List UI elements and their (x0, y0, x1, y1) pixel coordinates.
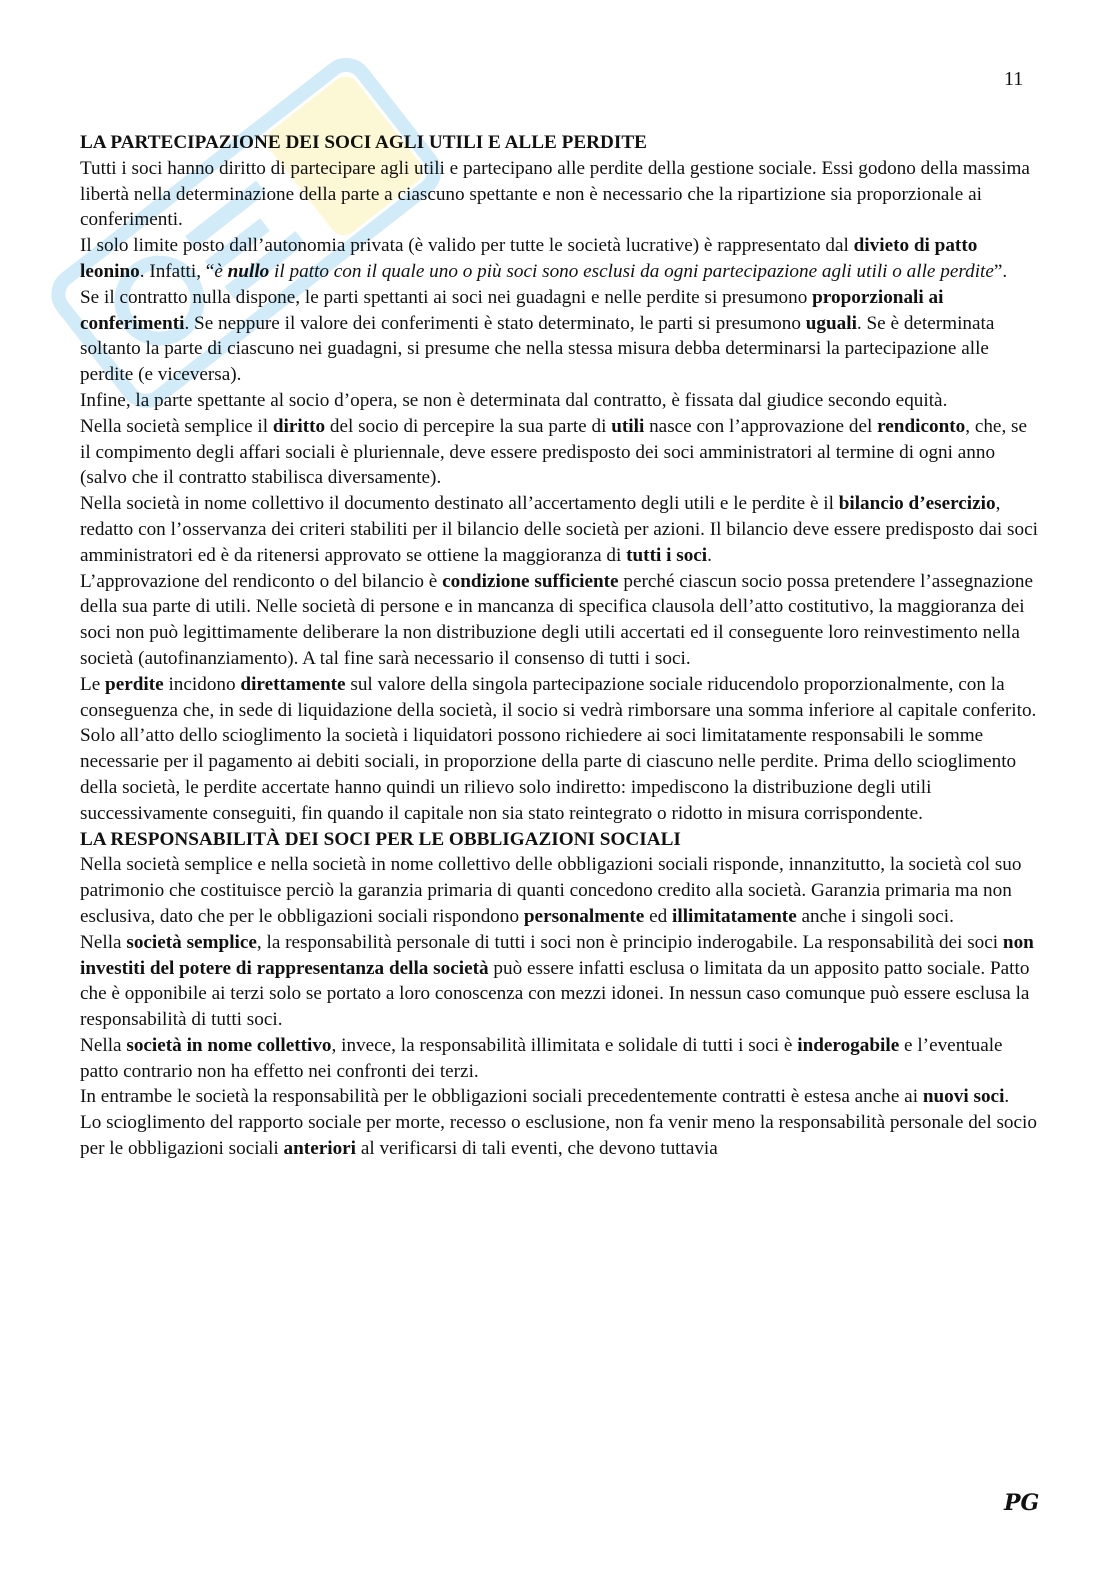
text-run: Lo scioglimento del rapporto sociale per morte, recesso o esclusione, non fa venir meno la responsabilità personale del socio per le obbligazioni sociali (80, 1112, 1037, 1160)
text-run: , redatto con l’osservanza dei criteri stabiliti per il bilancio delle società per azioni. Il bilancio deve essere predisposto dai soci amministratori ed è da ritenersi approvato se ottiene la maggioranza di (80, 493, 1038, 566)
text-run: . Infatti, “ (139, 260, 215, 282)
bold-term: illimitatamente (672, 905, 797, 927)
paragraph (80, 233, 1040, 285)
bold-term: anteriori (283, 1138, 357, 1160)
bold-term: tutti i soci (626, 544, 708, 566)
paragraph: Tutti i soci hanno diritto di partecipare agli utili e partecipano alle perdite della gestione sociale. Essi godono della massima libertà nella determinazione della parte a ciascuno spettante e non è necessario che la ripartizione sia proporzionale ai conferimenti. (80, 157, 1030, 231)
text-run: . (707, 544, 712, 566)
text-run: Nella (80, 1034, 127, 1056)
text-run: . (1004, 1086, 1010, 1108)
bold-term: divieto di patto leonino (80, 235, 978, 282)
paragraph (80, 1084, 1040, 1110)
text-run: In entrambe le società la responsabilità per le obbligazioni sociali precedentemente contratti è estesa anche ai (80, 1086, 923, 1108)
bold-term: diritto (272, 415, 326, 437)
bold-term: personalmente (523, 905, 645, 927)
text-run: Se il contratto nulla dispone, le parti spettanti ai soci nei guadagni e nelle perdite si presumono (80, 286, 813, 308)
paragraph (80, 1033, 1040, 1085)
bold-term: direttamente (240, 673, 346, 695)
text-run: Nella (80, 931, 127, 953)
paragraph (80, 672, 1040, 827)
paragraph (80, 491, 1040, 568)
bold-term: nuovi soci (922, 1086, 1005, 1108)
page-number: 11 (1004, 68, 1024, 90)
text-run: , che, se il compimento degli affari sociali è pluriennale, deve essere predisposto dei soci amministratori al termine di ogni anno (salvo che il contratto stabilisca diversamente). (80, 415, 1028, 489)
text-run: anche i singoli soci. (796, 905, 954, 927)
text-run: e l’eventuale patto contrario non ha effetto nei confronti dei terzi. (80, 1034, 1003, 1082)
bold-term: utili (611, 415, 645, 437)
bold-term: rendiconto (877, 415, 966, 437)
bold-term: inderogabile (797, 1034, 900, 1056)
paragraph (80, 930, 1040, 1033)
bold-term: uguali (805, 312, 857, 334)
bold-term: proporzionali ai conferimenti (80, 286, 944, 334)
text-run: Nella società semplice e nella società in nome collettivo delle obbligazioni sociali risponde, innanzitutto, la società col suo patrimonio che costituisce perciò la garanzia primaria di quanti concedono credito alla società. Garanzia primaria ma non esclusiva, dato che per le obbligazioni sociali rispondono (80, 854, 1022, 927)
text-run: incidono (163, 673, 241, 695)
paragraph: Infine, la parte spettante al socio d’opera, se non è determinata dal contratto, è fissata dal giudice secondo equità. (80, 389, 948, 411)
text-run: può essere infatti esclusa o limitata da un apposito patto sociale. Patto che è opponibile ai terzi solo se portato a loro conoscenza con mezzi idonei. In nessun caso comunque può essere esclusa la responsabilità di tutti soci. (80, 957, 1030, 1031)
paragraph (80, 1110, 1040, 1162)
text-run: sul valore della singola partecipazione sociale riducendolo proporzionalmente, con la conseguenza che, in sede di liquidazione della società, il socio si vedrà rimborsare una somma inferiore al capitale conferito. Solo all’atto dello scioglimento la società i liquidatori possono richiedere ai soci limitatamente responsabili le somme necessarie per il pagamento ai debiti sociali, in proporzione della parte di ciascuno nelle perdite. Prima dello scioglimento della società, le perdite accertate hanno quindi un rilievo solo indiretto: impediscono la distribuzione degli utili successivamente conseguiti, fin quando il capitale non sia stato reintegrato o ridotto in misura corrispondente. (80, 673, 1037, 824)
text-run: nasce con l’approvazione del (644, 415, 878, 437)
bold-term: bilancio d’esercizio (838, 493, 996, 515)
bold-term: non investiti del potere di rappresentanza della società (80, 931, 1034, 979)
text-run: . Se è determinata soltanto la parte di ciascuno nei guadagni, si presume che nella stessa misura debba determinarsi la partecipazione alle perdite (e viceversa). (80, 312, 995, 386)
bold-term: condizione sufficiente (442, 570, 619, 592)
paragraph (80, 569, 1040, 672)
document-body (80, 130, 1040, 1162)
paragraph (80, 285, 1040, 388)
paragraph (80, 852, 1040, 929)
text-run: , la responsabilità personale di tutti i soci non è principio inderogabile. La responsabilità dei soci (256, 931, 1003, 953)
text-run: Nella società in nome collettivo il documento destinato all’accertamento degli utili e le perdite è il (80, 493, 839, 515)
text-run: ”. (993, 260, 1008, 282)
text-run: Le (80, 673, 106, 695)
text-run: al verificarsi di tali eventi, che devono tuttavia (356, 1138, 718, 1160)
text-run: ed (644, 905, 673, 927)
text-run: perché ciascun socio possa pretendere l’assegnazione della sua parte di utili. Nelle società di persone e in mancanza di specifica clausola dell’atto costitutivo, la maggioranza dei soci non può legittimamente deliberare la non distribuzione degli utili accertati ed il conseguente loro reinvestimento nella società (autofinanziamento). A tal fine sarà necessario il consenso di tutti i soci. (80, 570, 1034, 669)
text-run: del socio di percepire la sua parte di (325, 415, 612, 437)
text-run: , invece, la responsabilità illimitata e solidale di tutti i soci è (331, 1034, 798, 1056)
bold-italic-term: nullo (227, 260, 270, 282)
text-run: . Se neppure il valore dei conferimenti è stato determinato, le parti si presumono (184, 312, 806, 334)
footer-initials: PG (1004, 1490, 1040, 1516)
section-heading: LA RESPONSABILITÀ DEI SOCI PER LE OBBLIGAZIONI SOCIALI (80, 828, 681, 850)
text-run: Il solo limite posto dall’autonomia privata (è valido per tutte le società lucrative) è rappresentato dal (80, 235, 854, 257)
text-run: Nella società semplice il (80, 415, 273, 437)
bold-term: società in nome collettivo (126, 1034, 332, 1056)
bold-term: società semplice (126, 931, 257, 953)
text-run: L’approvazione del rendiconto o del bilancio è (80, 570, 443, 592)
section-heading: LA PARTECIPAZIONE DEI SOCI AGLI UTILI E ALLE PERDITE (80, 132, 647, 153)
paragraph (80, 414, 1040, 491)
italic-text: il patto con il quale uno o più soci sono esclusi da ogni partecipazione agli utili o alle perdite (269, 260, 994, 282)
bold-term: perdite (105, 673, 164, 695)
italic-text: è (214, 260, 228, 282)
